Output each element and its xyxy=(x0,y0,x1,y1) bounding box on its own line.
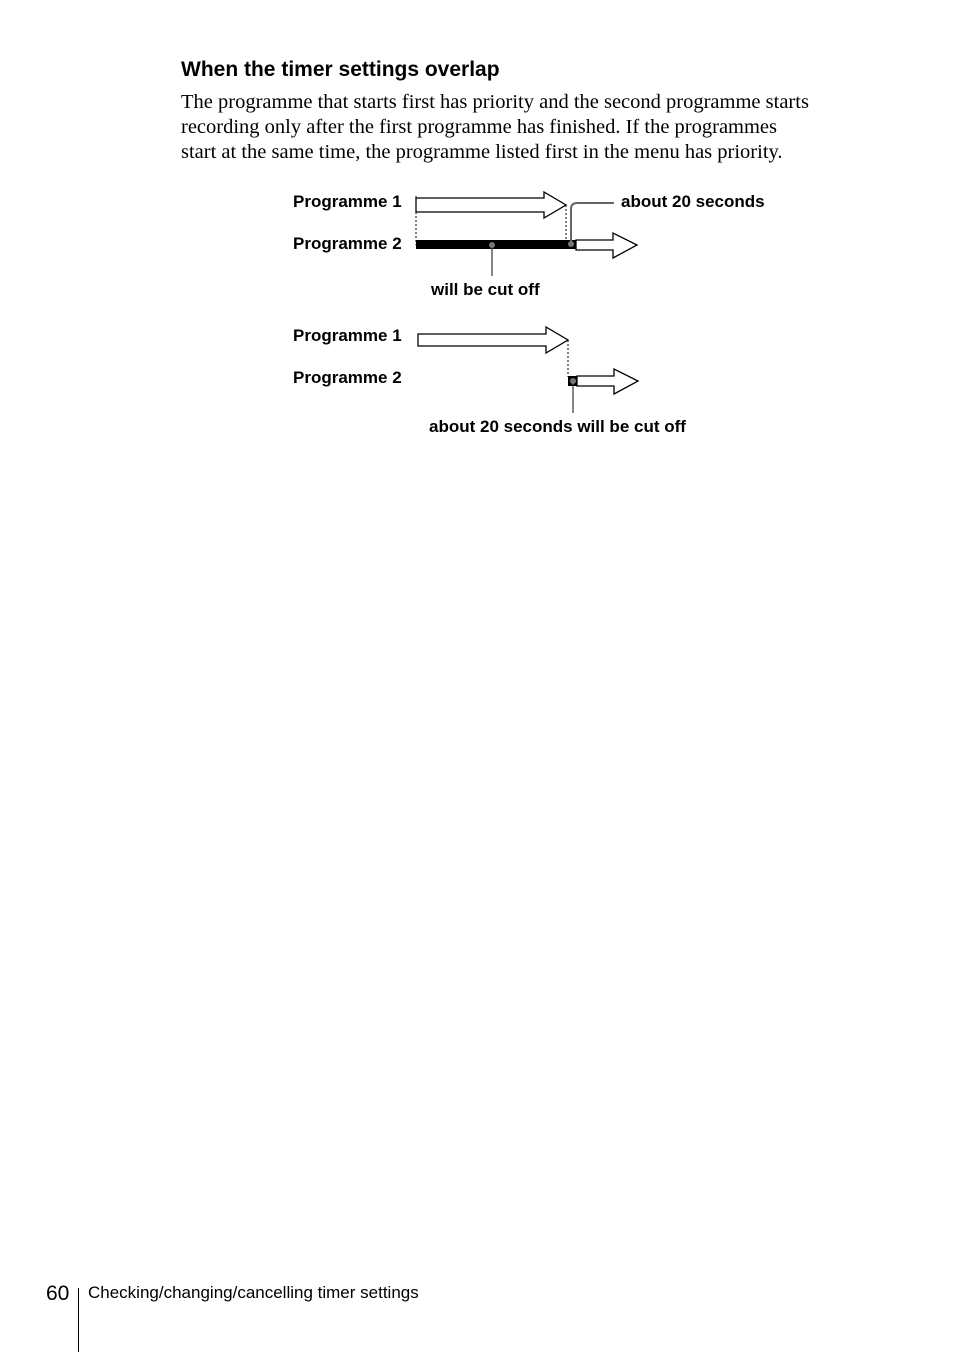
top-seconds-leader xyxy=(571,203,614,244)
paragraph-line: The programme that starts first has priority and the second programme starts xyxy=(181,91,809,113)
top-cutoff-bar xyxy=(416,240,576,249)
bottom-programme1-label: Programme 1 xyxy=(293,326,402,345)
paragraph-line: recording only after the first programme has finished. If the programmes xyxy=(181,116,778,138)
bottom-programme2-label: Programme 2 xyxy=(293,368,402,387)
footer-section-title: Checking/changing/cancelling timer settings xyxy=(88,1283,419,1302)
bottom-diagram xyxy=(293,326,686,436)
top-seconds-dot xyxy=(568,241,574,247)
top-cutoff-callout: will be cut off xyxy=(431,280,540,299)
paragraph-line: start at the same time, the programme listed first in the menu has priority. xyxy=(181,141,783,163)
top-seconds-callout: about 20 seconds xyxy=(621,192,765,211)
top-diagram xyxy=(293,192,765,299)
top-programme1-label: Programme 1 xyxy=(293,192,402,211)
bottom-programme2-arrow xyxy=(577,369,638,394)
top-programme1-arrow xyxy=(416,192,566,218)
bottom-cutoff-dot xyxy=(570,378,576,384)
top-programme2-label: Programme 2 xyxy=(293,234,402,253)
timer-overlap-diagram xyxy=(0,0,954,460)
bottom-cutoff-callout: about 20 seconds will be cut off xyxy=(429,417,686,436)
section-heading: When the timer settings overlap xyxy=(181,58,500,81)
top-programme2-arrow xyxy=(576,233,637,258)
page-number: 60 xyxy=(46,1282,70,1305)
bottom-programme1-arrow xyxy=(418,327,568,353)
top-cutoff-dot xyxy=(489,242,495,248)
footer-divider xyxy=(78,1288,79,1352)
